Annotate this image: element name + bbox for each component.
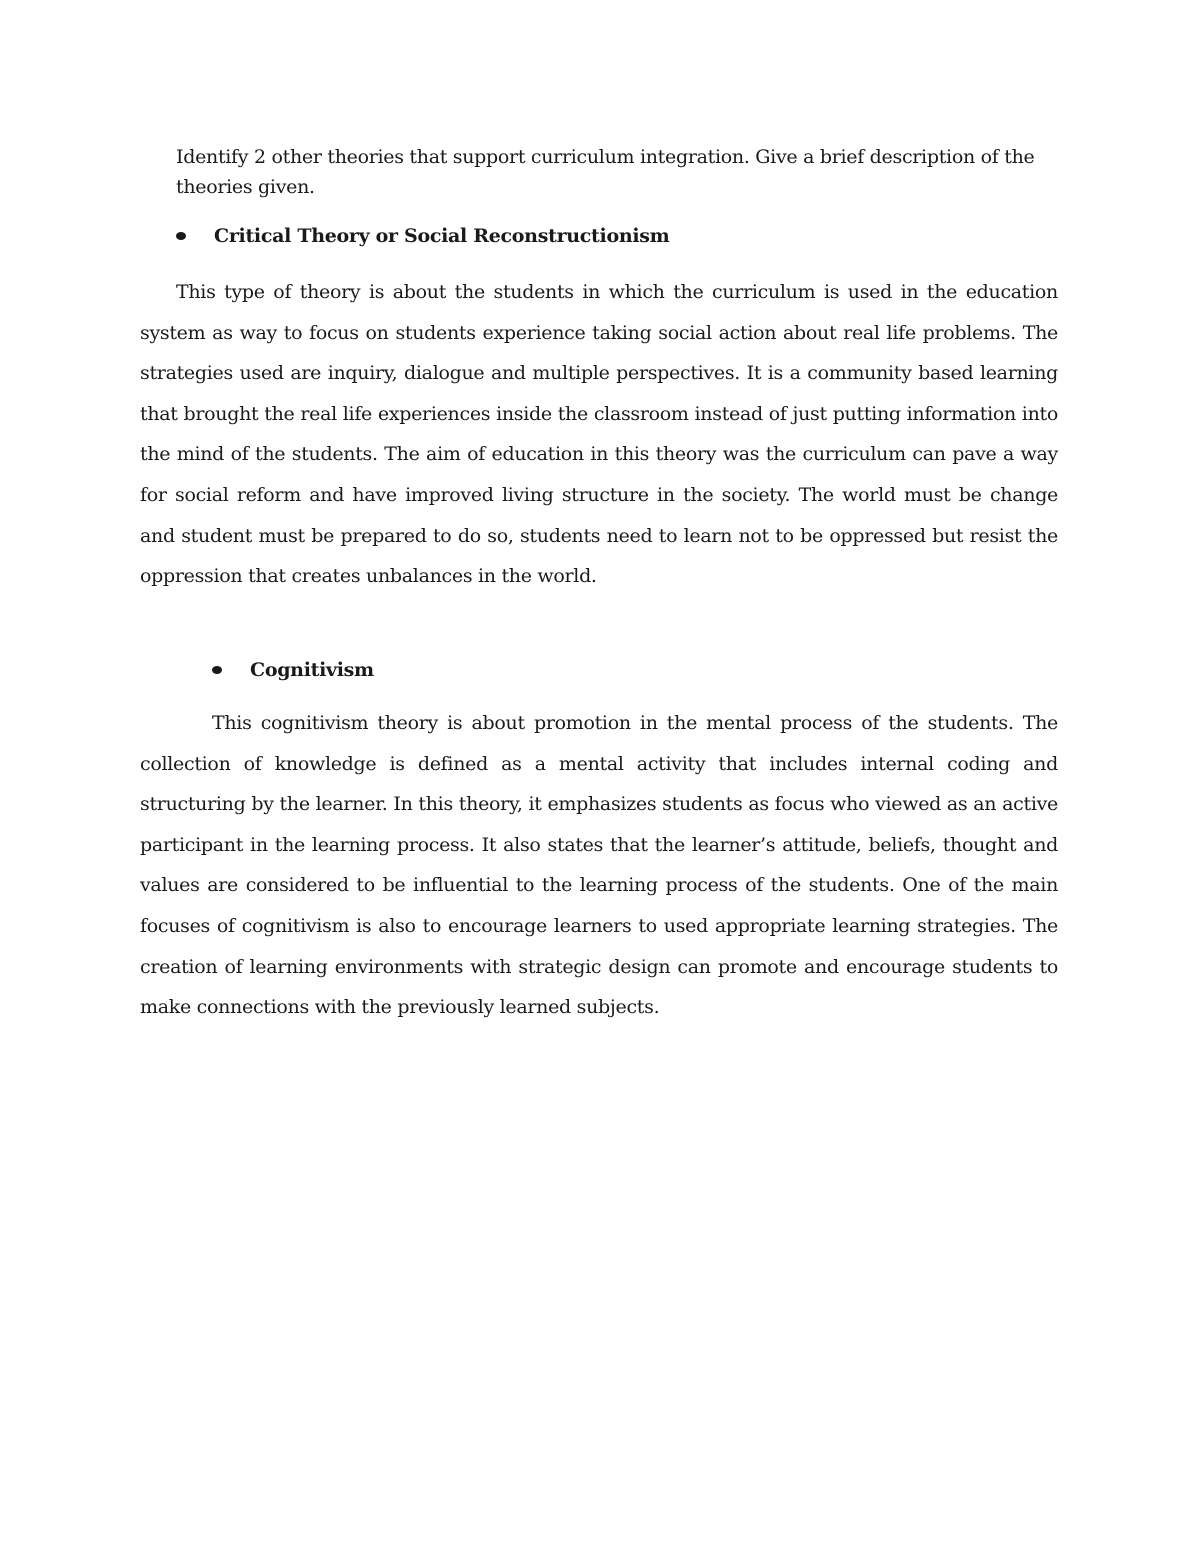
bullet-icon bbox=[212, 666, 222, 674]
section-body-cognitivism: This cognitivism theory is about promotion in the mental process of the students. The collection of knowledge is defined as a mental activity that includes internal coding and structuring by the learner. In this theory, it emphasizes students as focus who viewed as an active participant in the learning process. It also states that the learner’s attitude, beliefs, thought and values are considered to be influential to the learning process of the students. One of the main focuses of cognitivism is also to encourage learners to used appropriate learning strategies. The creation of learning environments with strategic design can promote and encourage students to make connections with the previously learned subjects. bbox=[140, 712, 1058, 1019]
section-heading-text: Cognitivism bbox=[250, 659, 374, 681]
bullet-icon bbox=[176, 232, 186, 240]
section-body-critical-theory: This type of theory is about the students in which the curriculum is used in the education system as way to focus on students experience taking social action about real life problems. The strategies used are inquiry, dialogue and multiple perspectives. It is a community based learning that brought the real life experiences inside the classroom instead of just putting information into the mind of the students. The aim of education in this theory was the curriculum can pave a way for social reform and have improved living structure in the society. The world must be change and student must be prepared to do so, students need to learn not to be oppressed but resist the oppression that creates unbalances in the world. bbox=[140, 281, 1058, 588]
section-heading-cognitivism bbox=[212, 655, 374, 685]
section-heading-text: Critical Theory or Social Reconstructionism bbox=[214, 225, 670, 247]
section-heading-critical-theory bbox=[176, 221, 669, 251]
assignment-prompt: Identify 2 other theories that support curriculum integration. Give a brief description of the theories given. bbox=[176, 146, 1035, 198]
